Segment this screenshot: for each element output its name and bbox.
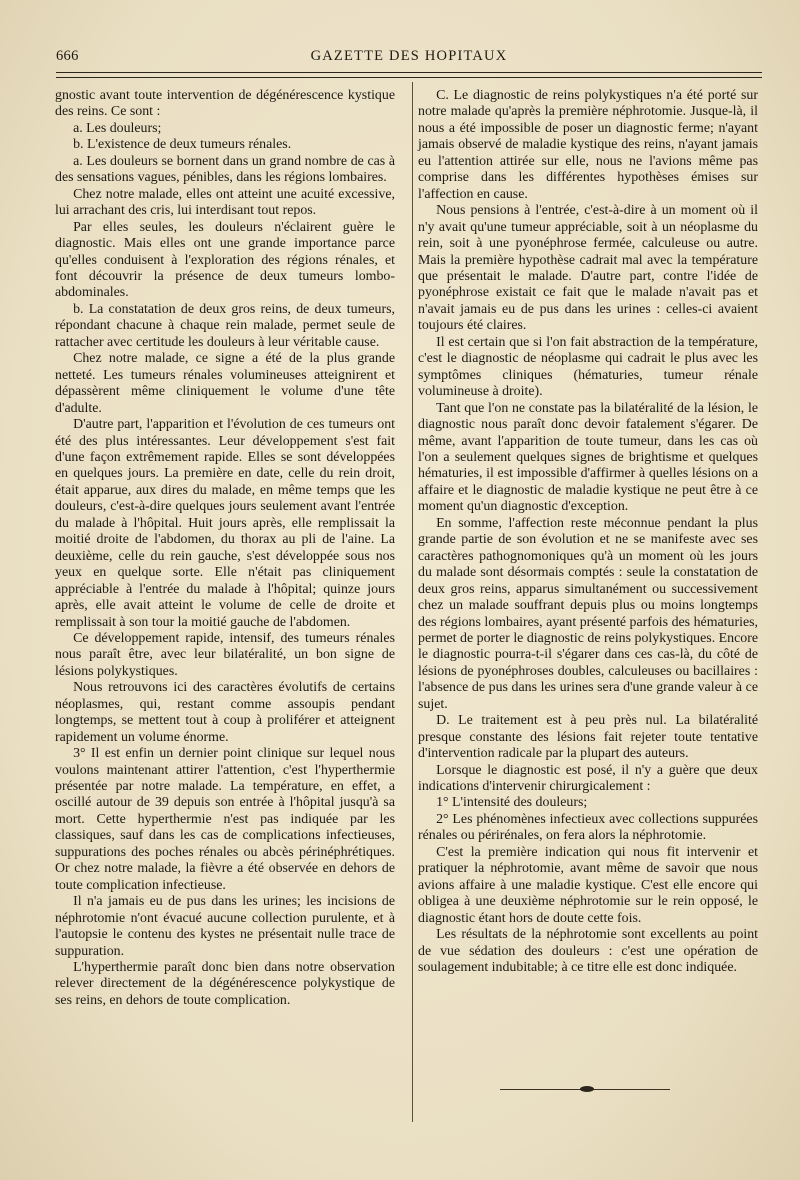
left-paragraph: D'autre part, l'apparition et l'évolution de ces tumeurs ont été des plus intéressantes. Leur développement s'est fait d'une façon extrêmement rapide. Elles se sont développées en quelques jours. La première en date, celle du rein droit, était apparue, aux dires du malade, en même temps que les douleurs, c'est-à-dire quelques jours seulement avant l'entrée du malade à l'hôpital. Huit jours après, elle remplissait la moitié droite de l'abdomen, du thorax au pli de l'aine. La deuxième, celle du rein gauche, s'est développée sous nos yeux en quelque sorte. Elle n'était pas cliniquement appréciable à l'entrée du malade à l'hôpital; quinze jours après, elle avait atteint le volume de celle de droite et remplissait à son tour la moitié gauche de l'abdomen. (55, 417, 395, 630)
right-paragraph: 2° Les phénomènes infectieux avec collections suppurées rénales ou périrénales, on fera alors la néphrotomie. (418, 811, 758, 844)
left-paragraph: Chez notre malade, ce signe a été de la plus grande netteté. Les tumeurs rénales volumineuses atteignirent et dépassèrent même cliniquement le volume d'une tête d'adulte. (55, 351, 395, 416)
right-paragraph: Nous pensions à l'entrée, c'est-à-dire à un moment où il n'y avait qu'une tumeur appréciable, soit à un néoplasme du rein, soit à une pyonéphrose fermée, calculeuse ou autre. Mais la première hypothèse cadrait mal avec la température que présentait le malade. D'autre part, contre l'idée de pyonéphrose existait ce fait que le malade n'avait pas et n'avait jamais eu de pus dans les urines : celles-ci avaient toujours été claires. (418, 203, 758, 334)
left-paragraph: Ce développement rapide, intensif, des tumeurs rénales nous paraît être, avec leur bilatéralité, un bon signe de lésions polykystiques. (55, 630, 395, 679)
column-divider (412, 82, 413, 1122)
left-paragraph: a. Les douleurs; (73, 120, 162, 136)
right-column (418, 88, 758, 976)
page-number: 666 (56, 48, 79, 64)
right-paragraph: C'est la première indication qui nous fit intervenir et pratiquer la néphrotomie, avant même de savoir que nous avions affaire à une maladie kystique. C'est elle encore qui obligea à une deuxième néphrotomie sur le rein opposé, le diagnostic étant hors de doute cette fois. (418, 844, 758, 926)
left-paragraph: b. L'existence de deux tumeurs rénales. (73, 137, 292, 153)
left-paragraph: Chez notre malade, elles ont atteint une acuité excessive, lui arrachant des cris, lui interdisant tout repos. (55, 186, 395, 219)
right-paragraph: C. Le diagnostic de reins polykystiques n'a été porté sur notre malade qu'après la première néphrotomie. Jusque-là, il nous a été impossible de poser un diagnostic ferme; n'ayant jamais observé de maladie kystique des reins, n'ayant jamais eu l'attention attirée sur elle, nous ne l'avions même pas comprise dans les différentes hypothèses émises sur l'affection en cause. (418, 88, 758, 202)
right-paragraph: D. Le traitement est à peu près nul. La bilatéralité presque constante des lésions fait rejeter toute tentative d'intervention radicale par la plupart des auteurs. (418, 713, 758, 762)
right-paragraph: Il est certain que si l'on fait abstraction de la température, c'est le diagnostic de néoplasme qui cadrait le plus avec les symptômes cliniques (hématuries, tumeur rénale volumineuse à droite). (418, 334, 758, 400)
left-paragraph: a. Les douleurs se bornent dans un grand nombre de cas à des sensations vagues, pénibles, dans les régions lombaires. (55, 153, 395, 186)
page-header (56, 48, 762, 70)
right-paragraph: En somme, l'affection reste méconnue pendant la plus grande partie de son évolution et ne se manifeste avec ses caractères pathognomoniques qu'à un moment où les jours du malade sont désormais comptés : seule la constatation de deux gros reins, apparus simultanément ou successivement chez un malade souffrant depuis plus ou moins longtemps des régions lombaires, ayant présenté parfois des hématuries, permet de porter le diagnostic de reins polykystiques. Encore le diagnostic pourra-t-il s'égarer dans ces cas-là, du côté de lésions de pyonéphroses doubles, calculeuses ou bacillaires : l'absence de pus dans les urines sera d'une grande valeur à ce sujet. (418, 515, 758, 712)
left-paragraph: Par elles seules, les douleurs n'éclairent guère le diagnostic. Mais elles ont une grande importance parce qu'elles conduisent à l'exploration des régions rénales, et font découvrir la présence de deux tumeurs lombo-abdominales. (55, 219, 395, 301)
left-paragraph: L'hyperthermie paraît donc bien dans notre observation relever directement de la dégénérescence polykystique de ses reins, en dehors de toute complication. (55, 960, 395, 1008)
right-paragraph: 1° L'intensité des douleurs; (436, 795, 588, 811)
journal-title: GAZETTE DES HOPITAUX (310, 48, 508, 64)
left-paragraph: Nous retrouvons ici des caractères évolutifs de certains néoplasmes, qui, restant comme assoupis pendant longtemps, se mettent tout à coup à proliférer et atteignent rapidement un volume énorme. (55, 680, 395, 745)
left-paragraph: b. La constatation de deux gros reins, de deux tumeurs, répondant chacune à chaque rein malade, permet seule de rattacher avec certitude les douleurs à leur véritable cause. (55, 301, 395, 350)
right-paragraph: Les résultats de la néphrotomie sont excellents au point de vue sédation des douleurs : c'est une opération de soulagement indubitable; à ce titre elle est donc indiquée. (418, 927, 758, 976)
left-paragraph: 3° Il est enfin un dernier point clinique sur lequel nous voulons maintenant attirer l'attention, c'est l'hyperthermie présentée par notre malade. La température, en effet, a oscillé autour de 39 depuis son entrée à l'hôpital jusqu'à sa mort. Cette hyperthermie n'est pas indiquée par les classiques, sauf dans les cas de complications infectieuses, suppurations des poches rénales ou abcès périnéphrétiques. Or chez notre malade, la fièvre a été observée en dehors de toute complication infectieuse. (55, 746, 395, 893)
left-column (55, 88, 395, 1009)
right-paragraph: Tant que l'on ne constate pas la bilatéralité de la lésion, le diagnostic nous paraît donc devoir fatalement s'égarer. De même, avant l'apparition de toute tumeur, dans les cas où l'on a seulement quelques signes de brightisme et quelques hématuries, il est impossible d'affirmer à quelles lésions on a affaire et le diagnostic de maladie kystique ne peut être à ce moment qu'un diagnostic d'exception. (418, 400, 758, 515)
header-rule-bottom (56, 77, 762, 78)
ornament-dot (580, 1086, 594, 1092)
header-rule-top (56, 72, 762, 73)
right-paragraph: Lorsque le diagnostic est posé, il n'y a guère que deux indications d'intervenir chirurgicalement : (418, 762, 758, 795)
left-paragraph: gnostic avant toute intervention de dégénérescence kystique des reins. Ce sont : (55, 88, 395, 120)
end-ornament (500, 1085, 670, 1095)
left-paragraph: Il n'a jamais eu de pus dans les urines; les incisions de néphrotomie n'ont évacué aucune collection purulente, et à l'autopsie le contenu des kystes ne présentait nulle trace de suppuration. (55, 894, 395, 959)
